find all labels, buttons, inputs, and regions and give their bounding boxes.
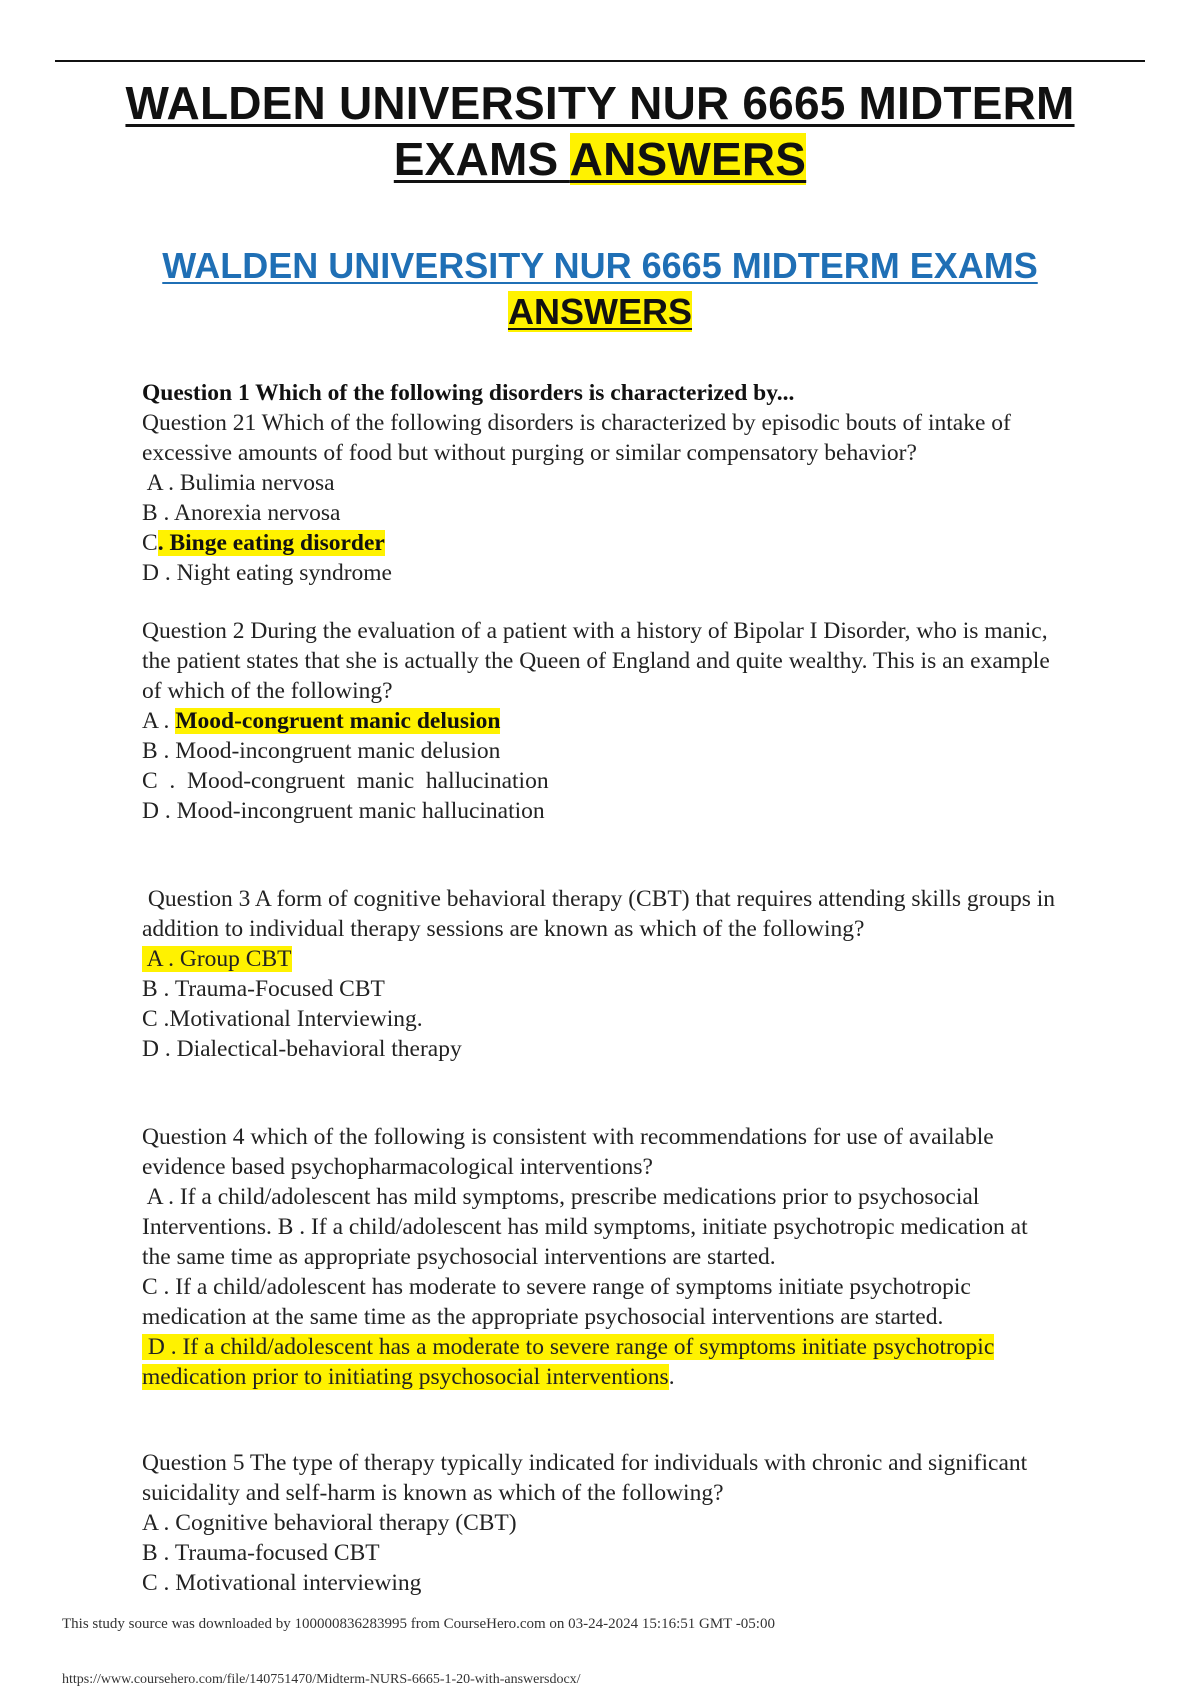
q1-option-a: A . Bulimia nervosa [142,470,335,496]
q4-line7: medication at the same time as the appropriate psychosocial interventions are started. [142,1304,944,1330]
q5-option-b: B . Trauma-focused CBT [142,1540,380,1566]
subtitle-block [0,243,1200,335]
q1-option-c-prefix: C [142,530,158,556]
q1-option-c-answer-highlight: . Binge eating disorder [157,530,385,556]
q1-text-line1: Question 21 Which of the following disorders is characterized by episodic bouts of intake of [142,410,1011,436]
main-title-line2-a: EXAMS [393,133,570,185]
q2-option-a-prefix: A . [142,708,176,734]
q1-text-line2: excessive amounts of food but without purging or similar compensatory behavior? [142,440,917,466]
q5-option-a: A . Cognitive behavioral therapy (CBT) [142,1510,517,1536]
q3-option-b: B . Trauma-Focused CBT [142,976,385,1002]
q4-line2: evidence based psychopharmacological interventions? [142,1154,653,1180]
footer-download-note: This study source was downloaded by 100000836283995 from CourseHero.com on 03-24-2024 15:16:51 GMT -05:00 [62,1616,775,1632]
footer-url[interactable]: https://www.coursehero.com/file/140751470/Midterm-NURS-6665-1-20-with-answersdocx/ [62,1672,581,1687]
q4-line6: C . If a child/adolescent has moderate to severe range of symptoms initiate psychotropic [142,1274,971,1300]
q1-heading: Question 1 Which of the following disorders is characterized by... [142,380,795,406]
q2-line1: Question 2 During the evaluation of a patient with a history of Bipolar I Disorder, who is manic, [142,618,1048,644]
q3-option-c: C .Motivational Interviewing. [142,1006,423,1032]
q3-line2: addition to individual therapy sessions are known as which of the following? [142,916,865,942]
q2-line3: of which of the following? [142,678,393,704]
q4-line3: A . If a child/adolescent has mild symptoms, prescribe medications prior to psychosocial [142,1184,980,1210]
top-rule [55,60,1145,62]
q4-option-d-answer-highlight-2: medication prior to initiating psychosocial interventions [142,1364,669,1390]
q2-option-a [142,706,1072,736]
q3-option-a [142,944,1072,974]
q5-option-c: C . Motivational interviewing [142,1570,422,1596]
q5-line2: suicidality and self-harm is known as which of the following? [142,1480,724,1506]
q4-line4: Interventions. B . If a child/adolescent has mild symptoms, initiate psychotropic medication at [142,1214,1028,1240]
q4-option-d-period: . [668,1364,675,1390]
title-block [0,75,1200,187]
subtitle-line1: WALDEN UNIVERSITY NUR 6665 MIDTERM EXAMS [162,245,1038,286]
q2-option-b: B . Mood-incongruent manic delusion [142,738,501,764]
q5-line1: Question 5 The type of therapy typically indicated for individuals with chronic and significant [142,1450,1028,1476]
q1-option-c [142,528,1072,558]
spacer [142,1064,1072,1122]
q2-option-d: D . Mood-incongruent manic hallucination [142,798,545,824]
q2-option-c: C . Mood-congruent manic hallucination [142,768,549,794]
subtitle-answers-highlight: ANSWERS [507,291,692,332]
q3-option-d: D . Dialectical-behavioral therapy [142,1036,462,1062]
main-title-line1: WALDEN UNIVERSITY NUR 6665 MIDTERM [125,77,1075,129]
q3-line1: Question 3 A form of cognitive behavioral therapy (CBT) that requires attending skills groups in [142,886,1056,912]
q4-option-d-answer-highlight-1: D . If a child/adolescent has a moderate to severe range of symptoms initiate psychotropic [142,1334,995,1360]
subtitle [0,243,1200,335]
q1-option-b: B . Anorexia nervosa [142,500,341,526]
spacer [142,588,1072,616]
q4-line5: the same time as appropriate psychosocial interventions are started. [142,1244,776,1270]
main-title [0,75,1200,187]
spacer [142,1392,1072,1448]
q4-line1: Question 4 which of the following is consistent with recommendations for use of available [142,1124,994,1150]
q4-option-d-line1 [142,1332,1072,1362]
main-title-answers-highlight: ANSWERS [569,133,807,185]
q1-option-d: D . Night eating syndrome [142,560,392,586]
q2-line2: the patient states that she is actually the Queen of England and quite wealthy. This is an example [142,648,1050,674]
questions-body [142,378,1072,1598]
q3-option-a-answer-highlight: A . Group CBT [142,946,292,972]
spacer [142,826,1072,884]
q4-option-d-line2 [142,1362,1072,1392]
q2-option-a-answer-highlight: Mood-congruent manic delusion [175,708,501,734]
